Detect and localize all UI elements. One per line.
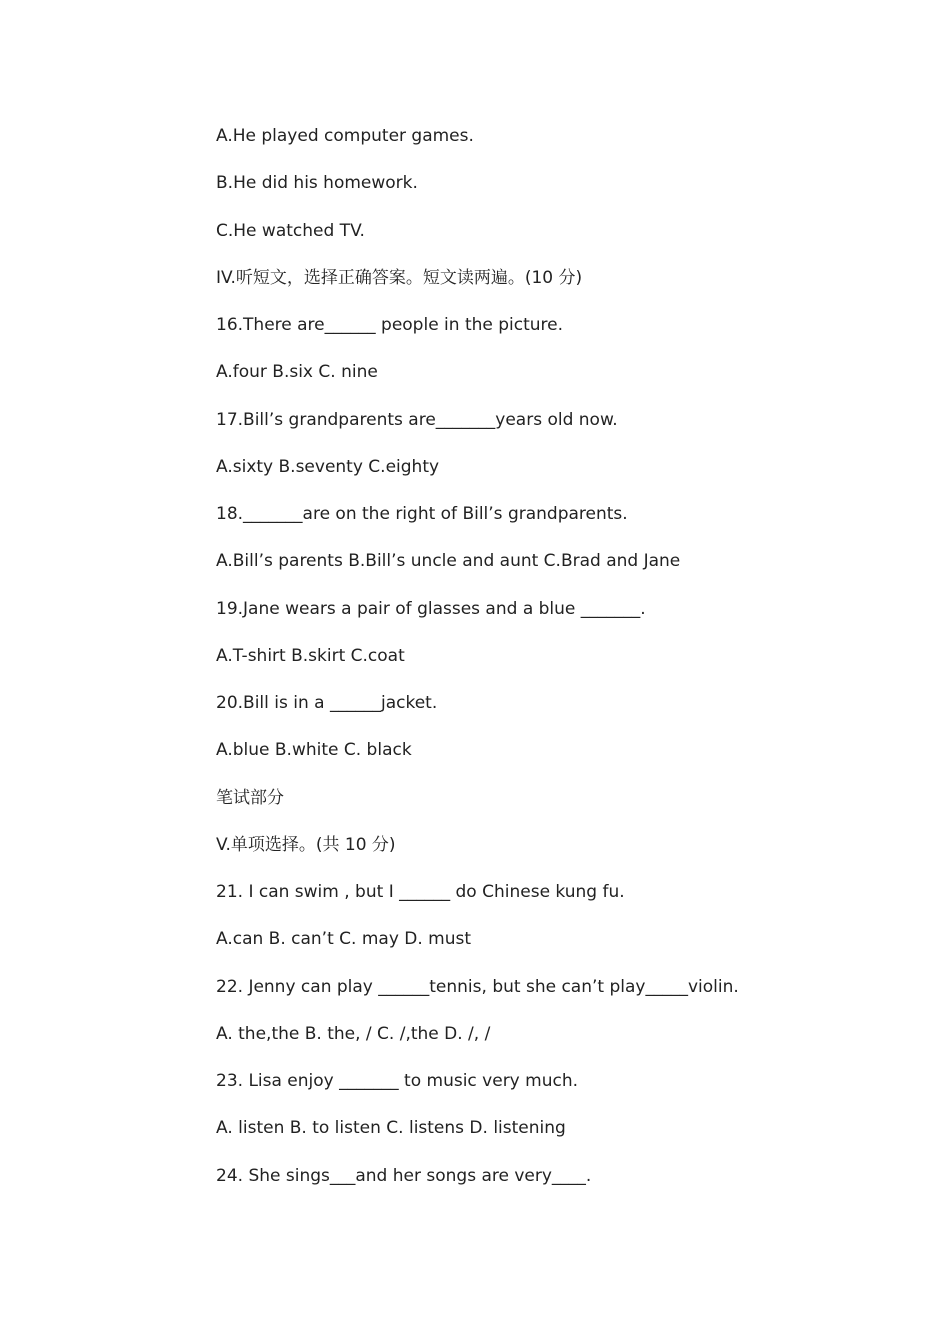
question-23: 23. Lisa enjoy _______ to music very much. — [216, 1071, 579, 1091]
options-17: A.sixty B.seventy C.eighty — [216, 456, 440, 477]
document-content — [216, 124, 816, 1211]
question-22: 22. Jenny can play ______tennis, but she can’t play_____violin. — [216, 976, 739, 997]
question-18: 18._______are on the right of Bill’s grandparents. — [216, 504, 628, 524]
options-21: A.can B. can’t C. may D. must — [216, 929, 472, 950]
section-heading: IV.听短文，选择正确答案。短文读两遍。(10 分) — [216, 267, 583, 288]
question-20: 20.Bill is in a ______jacket. — [216, 693, 438, 713]
option-line: C.He watched TV. — [216, 220, 365, 241]
question-16: 16.There are______ people in the picture. — [216, 315, 564, 335]
options-16: A.four B.six C. nine — [216, 362, 378, 383]
question-19: 19.Jane wears a pair of glasses and a blue _______. — [216, 598, 646, 619]
question-24: 24. She sings___and her songs are very____. — [216, 1165, 592, 1186]
options-19: A.T-shirt B.skirt C.coat — [216, 645, 405, 666]
options-23: A. listen B. to listen C. listens D. listening — [216, 1118, 566, 1139]
question-17: 17.Bill’s grandparents are_______years old now. — [216, 409, 618, 430]
question-21: 21. I can swim , but I ______ do Chinese kung fu. — [216, 882, 625, 902]
options-18: A.Bill’s parents B.Bill’s uncle and aunt C.Brad and Jane — [216, 551, 681, 572]
section-heading: V.单项选择。(共 10 分) — [216, 834, 396, 855]
part-heading: 笔试部分 — [216, 787, 284, 808]
option-line: A.He played computer games. — [216, 126, 474, 146]
options-20: A.blue B.white C. black — [216, 740, 412, 761]
option-line: B.He did his homework. — [216, 173, 418, 194]
options-22: A. the,the B. the, / C. /,the D. /, / — [216, 1023, 491, 1044]
